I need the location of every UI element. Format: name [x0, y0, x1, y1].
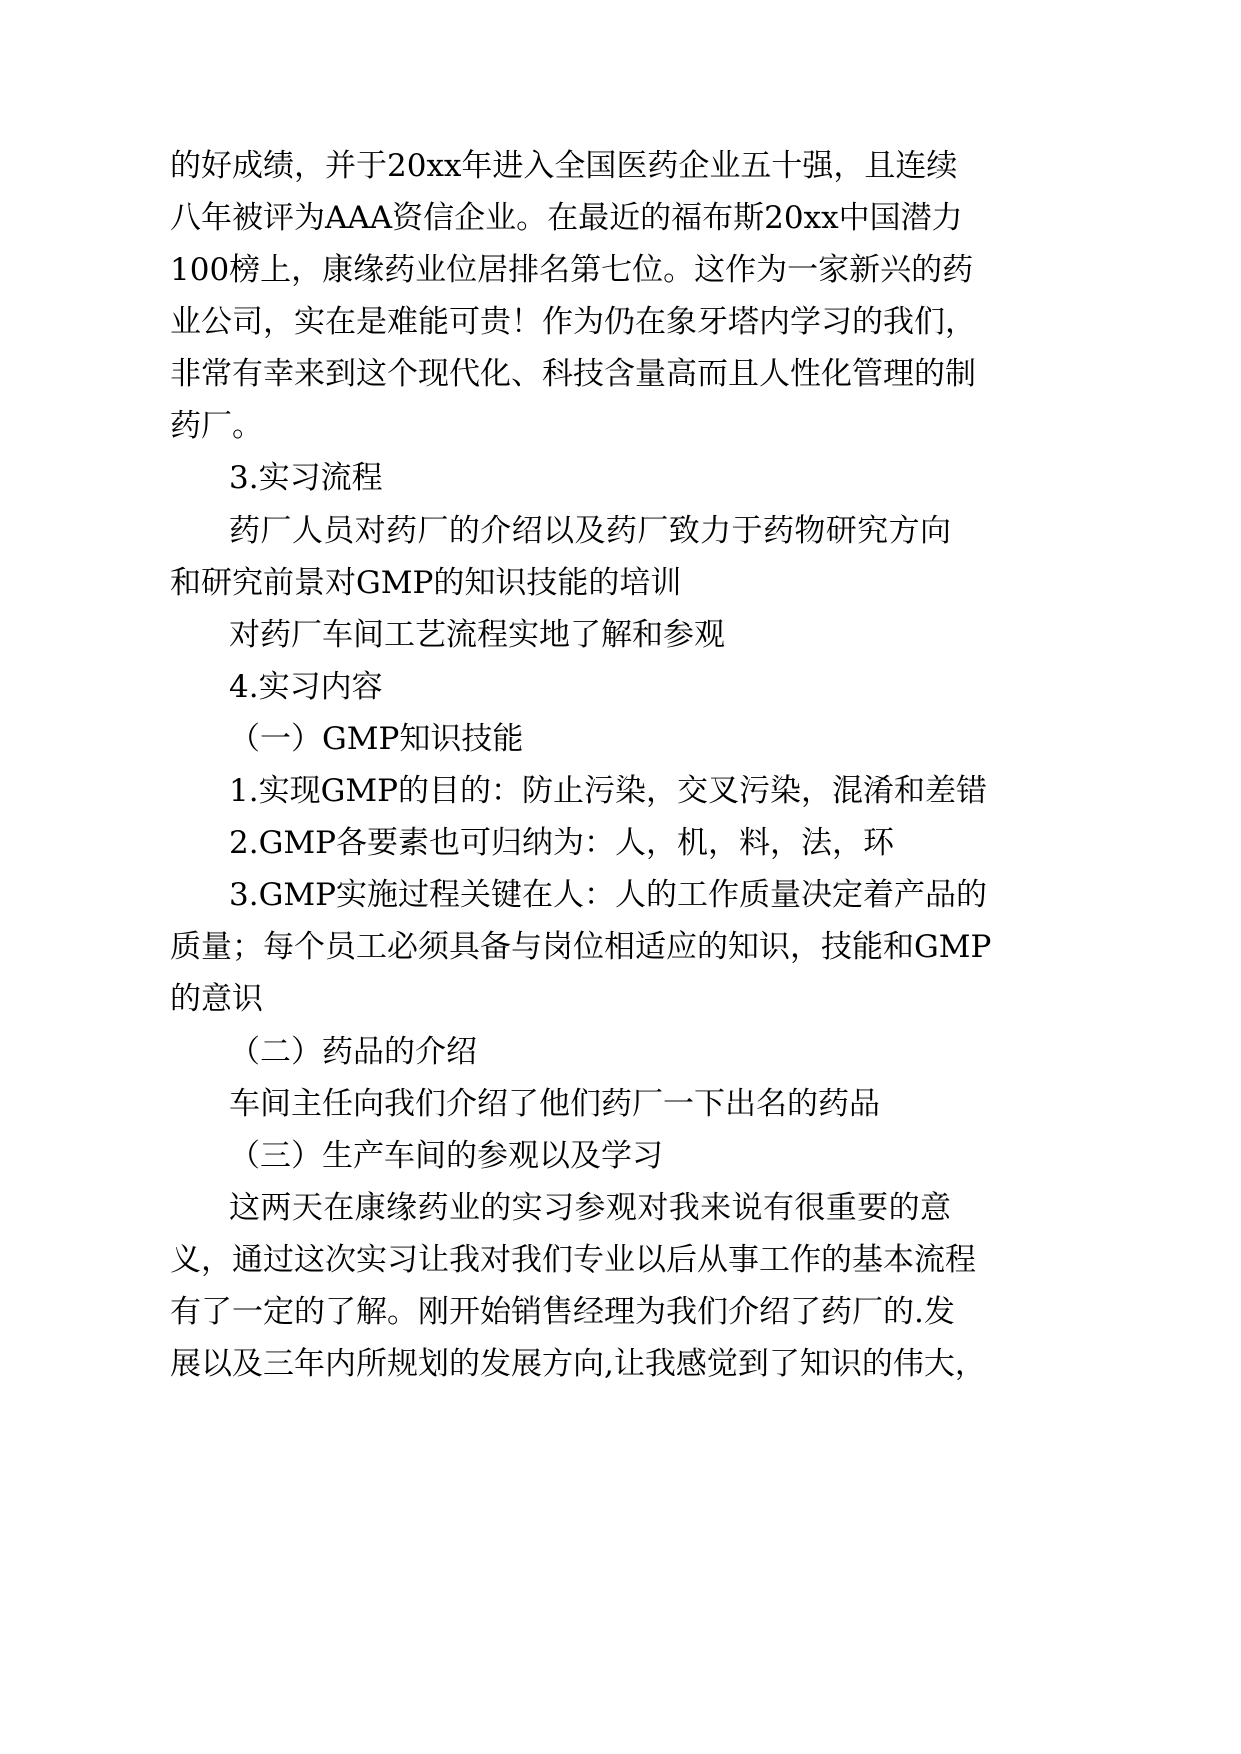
- paragraph-line: 义，通过这次实习让我对我们专业以后从事工作的基本流程: [170, 1242, 976, 1278]
- paragraph-line: 对药厂车间工艺流程实地了解和参观: [229, 617, 725, 653]
- paragraph-line: 非常有幸来到这个现代化、科技含量高而且人性化管理的制: [170, 356, 976, 392]
- paragraph-line: 的好成绩，并于20xx年进入全国医药企业五十强，且连续: [170, 148, 958, 184]
- paragraph-line: 八年被评为AAA资信企业。在最近的福布斯20xx中国潜力: [170, 200, 963, 236]
- paragraph-line: 业公司，实在是难能可贵！作为仍在象牙塔内学习的我们，: [170, 304, 976, 340]
- paragraph-line: 100榜上，康缘药业位居排名第七位。这作为一家新兴的药: [170, 252, 974, 288]
- paragraph-line: 药厂。: [170, 408, 263, 444]
- paragraph-line: 车间主任向我们介绍了他们药厂一下出名的药品: [229, 1086, 880, 1122]
- paragraph-line: 这两天在康缘药业的实习参观对我来说有很重要的意: [229, 1190, 951, 1226]
- paragraph-line: 药厂人员对药厂的介绍以及药厂致力于药物研究方向: [229, 513, 951, 549]
- paragraph-line: 展以及三年内所规划的发展方向,让我感觉到了知识的伟大，: [170, 1346, 986, 1382]
- list-item: 3.GMP实施过程关键在人：人的工作质量决定着产品的: [229, 877, 987, 913]
- subsection-heading: （一）GMP知识技能: [229, 721, 524, 757]
- list-item: 质量；每个员工必须具备与岗位相适应的知识，技能和GMP: [170, 929, 992, 965]
- section-heading: 3.实习流程: [229, 460, 383, 496]
- paragraph-line: 有了一定的了解。刚开始销售经理为我们介绍了药厂的.发: [170, 1294, 955, 1330]
- subsection-heading: （二）药品的介绍: [229, 1034, 477, 1070]
- list-item: 2.GMP各要素也可归纳为：人，机，料，法，环: [229, 825, 894, 861]
- section-heading: 4.实习内容: [229, 669, 383, 705]
- list-item: 1.实现GMP的目的：防止污染，交叉污染，混淆和差错: [229, 773, 987, 809]
- subsection-heading: （三）生产车间的参观以及学习: [229, 1138, 663, 1174]
- list-item: 的意识: [170, 981, 263, 1017]
- paragraph-line: 和研究前景对GMP的知识技能的培训: [170, 565, 682, 601]
